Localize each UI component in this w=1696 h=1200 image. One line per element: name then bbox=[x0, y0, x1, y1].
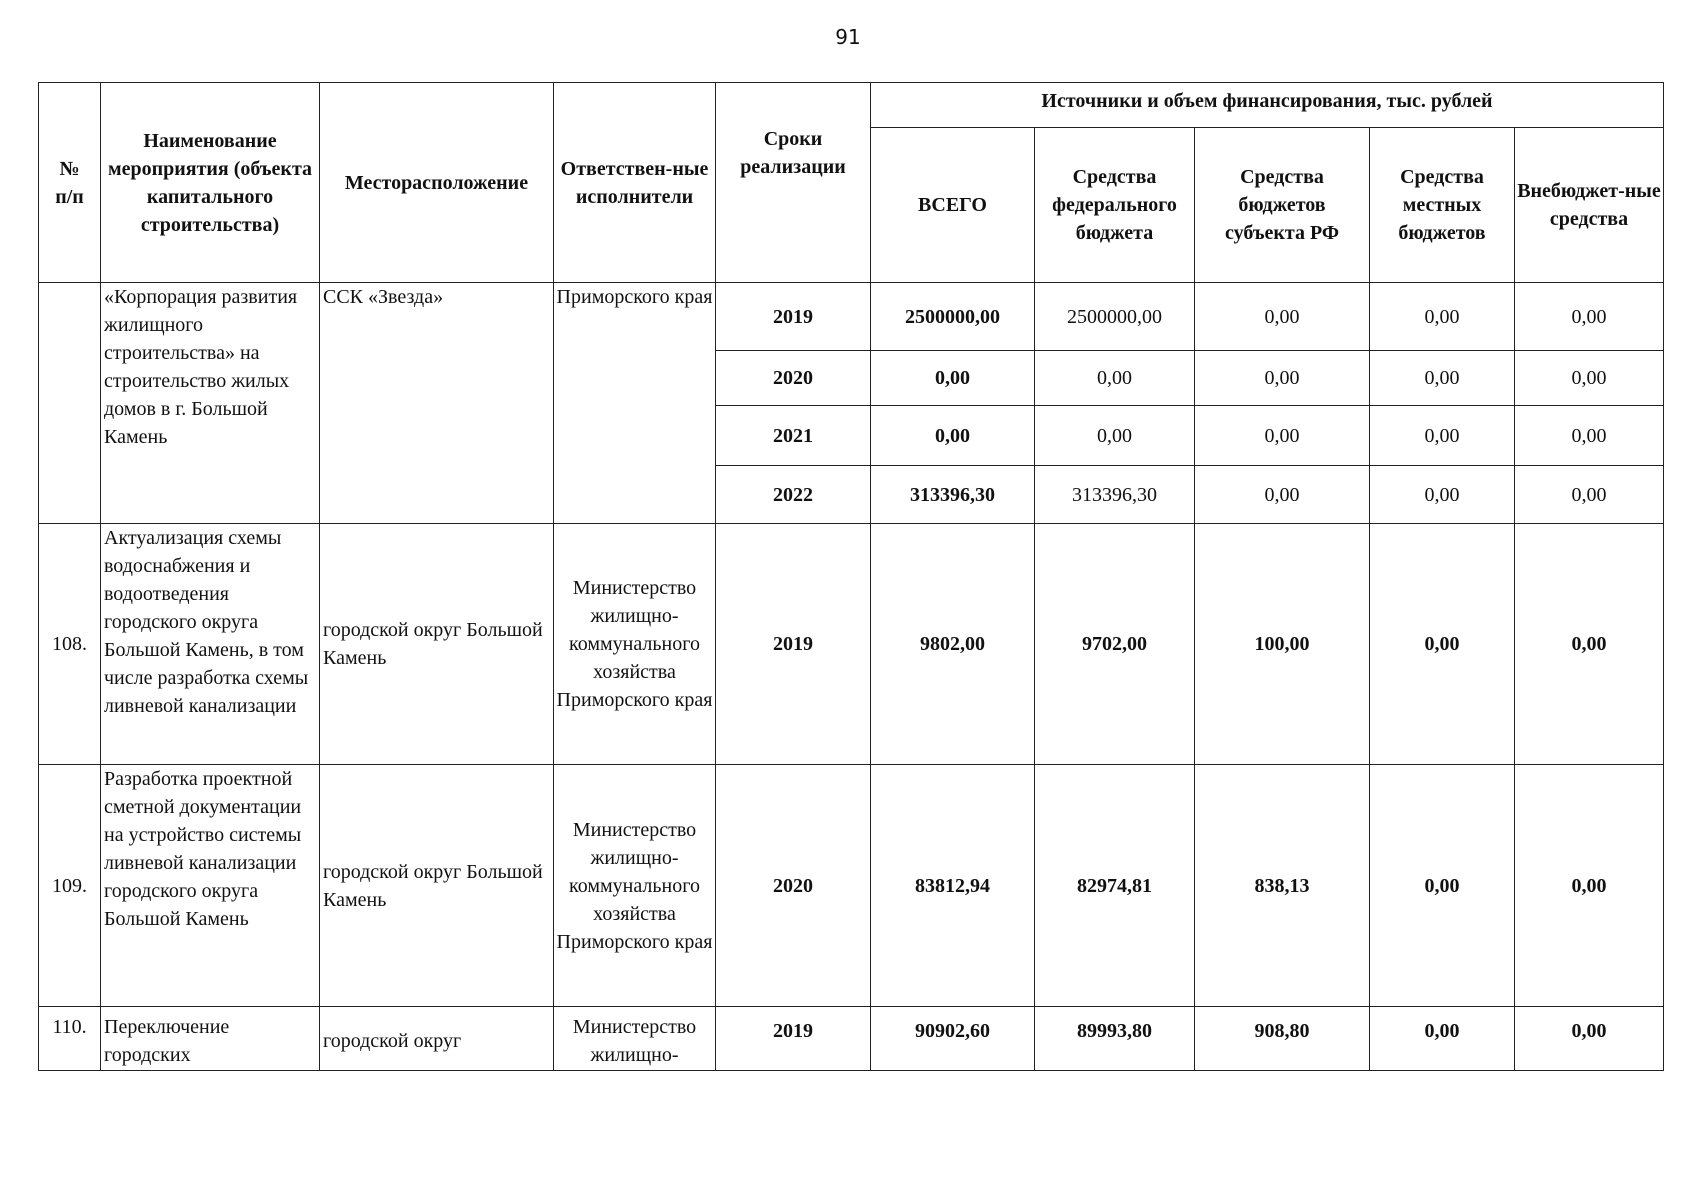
row-federal: 89993,80 bbox=[1035, 1007, 1195, 1071]
row-subject: 908,80 bbox=[1195, 1007, 1370, 1071]
row-local: 0,00 bbox=[1370, 1007, 1515, 1071]
row-offbudget: 0,00 bbox=[1515, 406, 1664, 466]
row-year: 2019 bbox=[716, 1007, 871, 1071]
header-sources: Источники и объем финансирования, тыс. рублей bbox=[871, 83, 1664, 128]
header-total: ВСЕГО bbox=[871, 128, 1035, 283]
row-name: «Корпорация развития жилищного строительства» на строительство жилых домов в г. Большой Камень bbox=[101, 283, 320, 524]
row-year: 2020 bbox=[716, 765, 871, 1007]
row-offbudget: 0,00 bbox=[1515, 524, 1664, 765]
row-location: городской округ Большой Камень bbox=[320, 765, 554, 1007]
row-total: 2500000,00 bbox=[871, 283, 1035, 351]
header-subject: Средства бюджетов субъекта РФ bbox=[1195, 128, 1370, 283]
row-total: 0,00 bbox=[871, 351, 1035, 406]
row-local: 0,00 bbox=[1370, 283, 1515, 351]
row-executors: Министерство жилищно-коммунального хозяйства Приморского края bbox=[554, 524, 716, 765]
row-local: 0,00 bbox=[1370, 351, 1515, 406]
row-name: Актуализация схемы водоснабжения и водоотведения городского округа Большой Камень, в том числе разработка схемы ливневой канализации bbox=[101, 524, 320, 765]
table-row bbox=[39, 524, 1664, 765]
row-federal: 313396,30 bbox=[1035, 466, 1195, 524]
row-federal: 82974,81 bbox=[1035, 765, 1195, 1007]
row-number: 110. bbox=[39, 1007, 101, 1071]
row-subject: 0,00 bbox=[1195, 406, 1370, 466]
row-subject: 838,13 bbox=[1195, 765, 1370, 1007]
row-number: 109. bbox=[39, 765, 101, 1007]
row-federal: 0,00 bbox=[1035, 351, 1195, 406]
row-location: городской округ Большой Камень bbox=[320, 524, 554, 765]
row-number: 108. bbox=[39, 524, 101, 765]
row-offbudget: 0,00 bbox=[1515, 1007, 1664, 1071]
row-total: 9802,00 bbox=[871, 524, 1035, 765]
row-offbudget: 0,00 bbox=[1515, 351, 1664, 406]
header-local: Средства местных бюджетов bbox=[1370, 128, 1515, 283]
row-name: Разработка проектной сметной документации на устройство системы ливневой канализации городского округа Большой Камень bbox=[101, 765, 320, 1007]
row-year: 2019 bbox=[716, 283, 871, 351]
row-local: 0,00 bbox=[1370, 466, 1515, 524]
header-federal: Средства федерального бюджета bbox=[1035, 128, 1195, 283]
header-location: Месторасположение bbox=[320, 83, 554, 283]
row-executors: Министерство жилищно- bbox=[554, 1007, 716, 1071]
row-executors: Приморского края bbox=[554, 283, 716, 524]
header-offbudget: Внебюджет-ные средства bbox=[1515, 128, 1664, 283]
table-row bbox=[39, 1007, 1664, 1071]
row-subject: 0,00 bbox=[1195, 466, 1370, 524]
header-period: Сроки реализации bbox=[716, 83, 871, 283]
financing-table bbox=[38, 82, 1664, 1071]
row-federal: 9702,00 bbox=[1035, 524, 1195, 765]
row-number bbox=[39, 283, 101, 524]
row-offbudget: 0,00 bbox=[1515, 466, 1664, 524]
row-subject: 0,00 bbox=[1195, 351, 1370, 406]
header-no: № п/п bbox=[39, 83, 101, 283]
row-offbudget: 0,00 bbox=[1515, 765, 1664, 1007]
row-local: 0,00 bbox=[1370, 765, 1515, 1007]
row-location: городской округ bbox=[320, 1007, 554, 1071]
row-offbudget: 0,00 bbox=[1515, 283, 1664, 351]
row-total: 83812,94 bbox=[871, 765, 1035, 1007]
row-total: 90902,60 bbox=[871, 1007, 1035, 1071]
row-total: 313396,30 bbox=[871, 466, 1035, 524]
table-row bbox=[39, 765, 1664, 1007]
row-federal: 0,00 bbox=[1035, 406, 1195, 466]
row-location: ССК «Звезда» bbox=[320, 283, 554, 524]
header-name: Наименование мероприятия (объекта капитального строительства) bbox=[101, 83, 320, 283]
row-subject: 0,00 bbox=[1195, 283, 1370, 351]
row-local: 0,00 bbox=[1370, 524, 1515, 765]
row-federal: 2500000,00 bbox=[1035, 283, 1195, 351]
table-row bbox=[39, 283, 1664, 351]
row-executors: Министерство жилищно-коммунального хозяйства Приморского края bbox=[554, 765, 716, 1007]
row-year: 2019 bbox=[716, 524, 871, 765]
page-number: 91 bbox=[835, 25, 861, 49]
row-year: 2020 bbox=[716, 351, 871, 406]
row-name: Переключение городских bbox=[101, 1007, 320, 1071]
row-year: 2021 bbox=[716, 406, 871, 466]
row-subject: 100,00 bbox=[1195, 524, 1370, 765]
header-executors: Ответствен-ные исполнители bbox=[554, 83, 716, 283]
row-year: 2022 bbox=[716, 466, 871, 524]
row-local: 0,00 bbox=[1370, 406, 1515, 466]
row-total: 0,00 bbox=[871, 406, 1035, 466]
